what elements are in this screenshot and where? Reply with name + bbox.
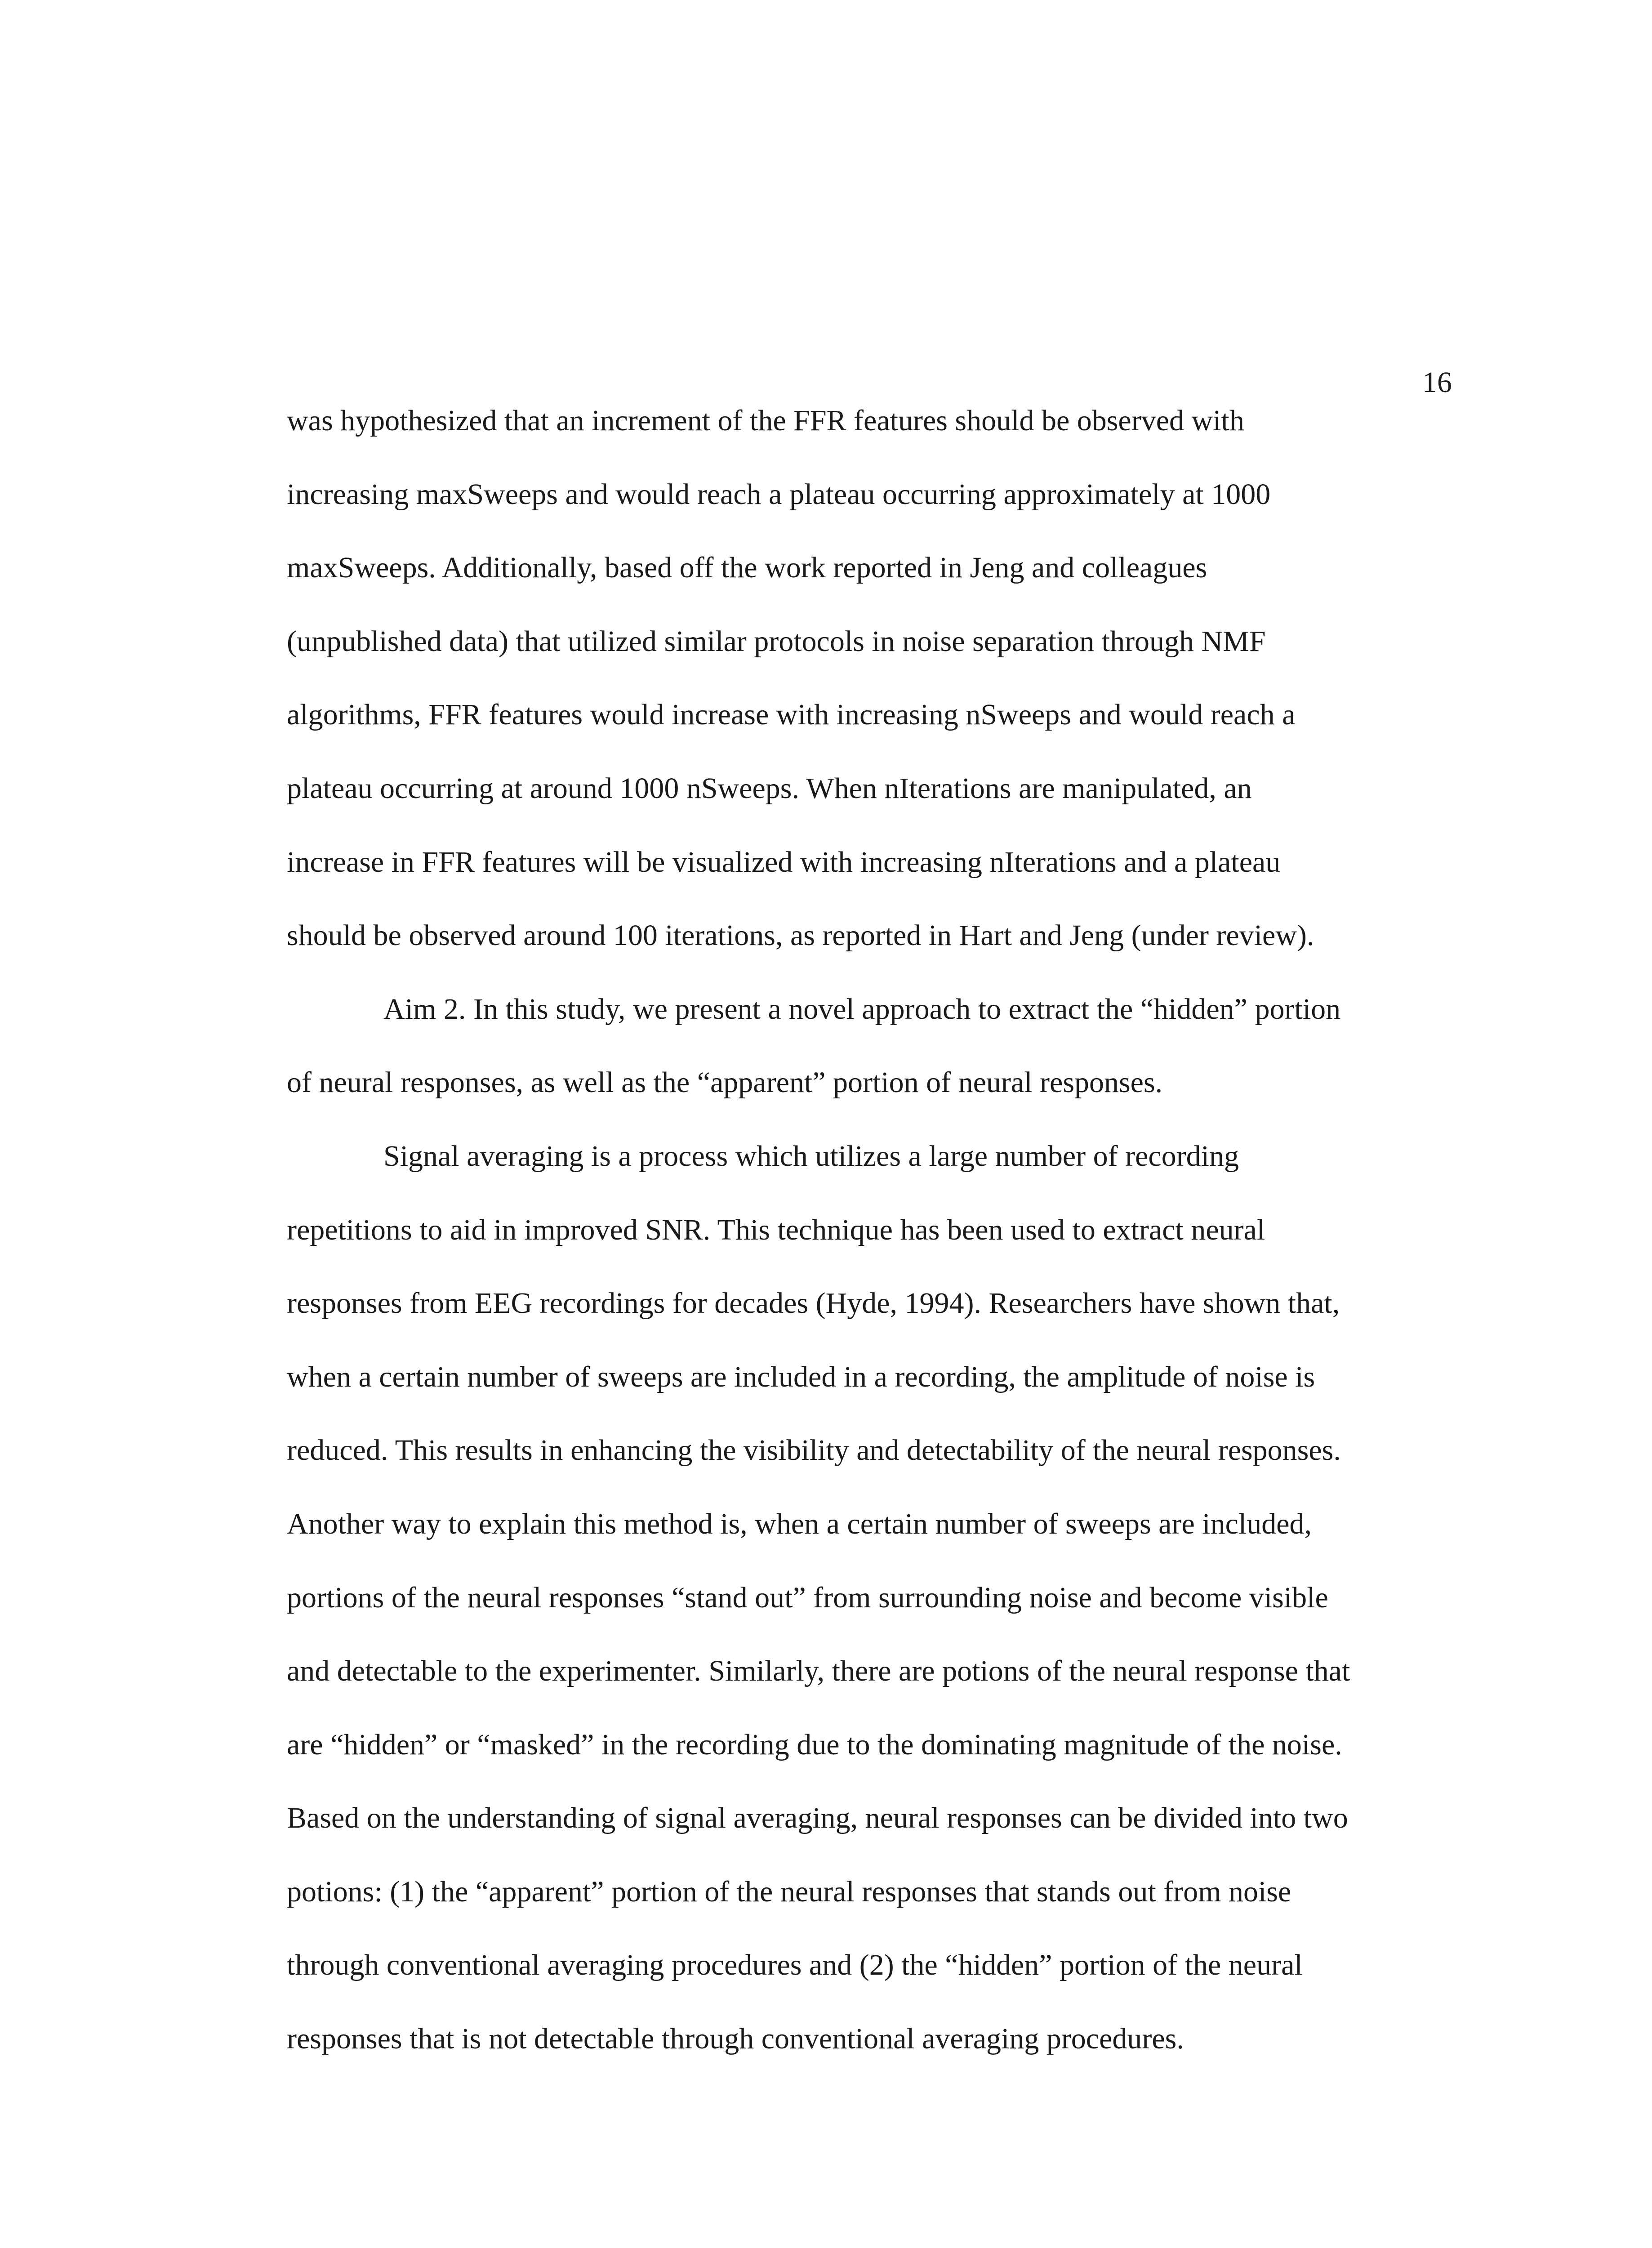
text-line: potions: (1) the “apparent” portion of the neural responses that stands out from noise — [287, 1875, 1291, 1908]
paragraph-start-signal-averaging: Signal averaging is a process which utilizes a large number of recording — [383, 1139, 1239, 1173]
text-line: increase in FFR features will be visualized with increasing nIterations and a plateau — [287, 845, 1281, 879]
text-line: (unpublished data) that utilized similar protocols in noise separation through NMF — [287, 624, 1266, 658]
text-line: of neural responses, as well as the “apparent” portion of neural responses. — [287, 1066, 1163, 1099]
text-line: responses that is not detectable through conventional averaging procedures. — [287, 2022, 1184, 2056]
text-line: repetitions to aid in improved SNR. This technique has been used to extract neural — [287, 1213, 1265, 1246]
text-line: are “hidden” or “masked” in the recording due to the dominating magnitude of the noise. — [287, 1728, 1342, 1761]
text-line: Based on the understanding of signal averaging, neural responses can be divided into two — [287, 1802, 1348, 1835]
text-line: through conventional averaging procedures and (2) the “hidden” portion of the neural — [287, 1949, 1303, 1982]
paragraph-start-aim-2: Aim 2. In this study, we present a novel approach to extract the “hidden” portion — [383, 992, 1341, 1026]
text-line: Another way to explain this method is, when a certain number of sweeps are included, — [287, 1507, 1312, 1540]
text-line: portions of the neural responses “stand out” from surrounding noise and become visible — [287, 1581, 1328, 1614]
text-line: should be observed around 100 iterations, as reported in Hart and Jeng (under review). — [287, 919, 1314, 952]
text-line: reduced. This results in enhancing the visibility and detectability of the neural responses. — [287, 1434, 1341, 1467]
page-number: 16 — [1422, 366, 1452, 399]
text-line: responses from EEG recordings for decades (Hyde, 1994). Researchers have shown that, — [287, 1287, 1340, 1320]
body-text — [287, 406, 1474, 2098]
text-line: when a certain number of sweeps are included in a recording, the amplitude of noise is — [287, 1360, 1315, 1393]
text-line: increasing maxSweeps and would reach a plateau occurring approximately at 1000 — [287, 477, 1271, 511]
text-line: algorithms, FFR features would increase with increasing nSweeps and would reach a — [287, 698, 1296, 731]
text-line: was hypothesized that an increment of the FFR features should be observed with — [287, 404, 1244, 437]
text-line: and detectable to the experimenter. Similarly, there are potions of the neural response that — [287, 1655, 1350, 1688]
text-line: maxSweeps. Additionally, based off the work reported in Jeng and colleagues — [287, 551, 1207, 584]
text-line: plateau occurring at around 1000 nSweeps. When nIterations are manipulated, an — [287, 772, 1252, 805]
